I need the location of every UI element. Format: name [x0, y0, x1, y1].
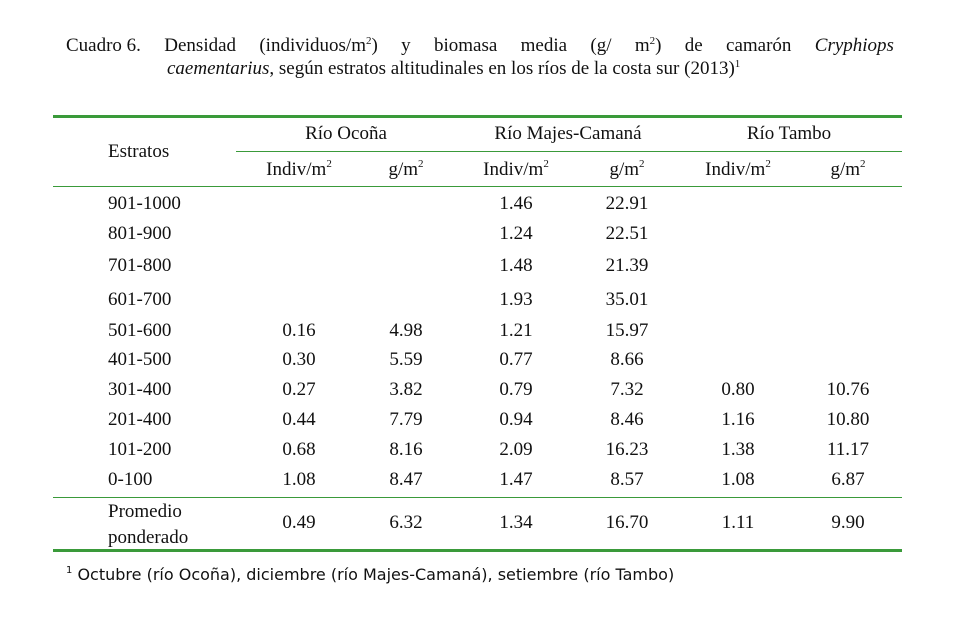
- cell-gm-majes: 15.97: [605, 320, 649, 341]
- footnote-mark: 1: [66, 565, 73, 576]
- cell-indiv-majes: 1.46: [499, 193, 533, 214]
- cell-gm-majes: 8.66: [610, 349, 644, 370]
- cell-indiv-majes: 0.94: [499, 409, 533, 430]
- cell-gm-majes: 21.39: [605, 255, 649, 276]
- summary-gm-majes: 16.70: [605, 512, 649, 533]
- subheader-indiv-ocona: Indiv/$m^2$: [266, 158, 332, 180]
- caption-rest: , según estratos altitudinales en los ríos de la costa sur (2013): [269, 58, 735, 79]
- river-group-rule: [236, 151, 902, 152]
- cell-gm-ocona: 5.59: [389, 349, 423, 370]
- table-caption: [66, 34, 894, 80]
- cell-indiv-majes: 2.09: [499, 439, 533, 460]
- cell-indiv-ocona: 0.44: [282, 409, 316, 430]
- summary-indiv-ocona: 0.49: [282, 512, 316, 533]
- cell-indiv-tambo: 1.08: [721, 469, 755, 490]
- caption-word: $m^2$): [634, 35, 662, 56]
- caption-word: de: [684, 35, 703, 56]
- cell-gm-majes: 35.01: [605, 289, 649, 310]
- table-top-rule: [53, 115, 902, 118]
- cell-indiv-majes: 1.48: [499, 255, 533, 276]
- subheader-gm-tambo: $g/m^2$: [830, 158, 866, 180]
- cell-indiv-ocona: 0.16: [282, 320, 316, 341]
- cell-gm-ocona: 3.82: [389, 379, 423, 400]
- caption-genus: Cryphiops: [814, 35, 894, 56]
- summary-indiv-majes: 1.34: [499, 512, 533, 533]
- table-bottom-rule: [53, 549, 902, 552]
- summary-label-line1: Promedio: [108, 501, 182, 522]
- row-estrato-label: 901-1000: [108, 193, 181, 214]
- summary-label-line2: ponderado: [108, 527, 189, 548]
- cell-indiv-ocona: 0.27: [282, 379, 316, 400]
- cell-indiv-majes: 1.24: [499, 223, 533, 244]
- column-header-estratos: Estratos: [108, 141, 170, 162]
- cell-indiv-ocona: 0.68: [282, 439, 316, 460]
- cell-gm-majes: 22.91: [605, 193, 649, 214]
- summary-top-rule: [53, 497, 902, 498]
- caption-word: biomasa: [433, 35, 498, 56]
- header-bottom-rule: [53, 186, 902, 187]
- row-estrato-label: 301-400: [108, 379, 172, 400]
- subheader-gm-majes: $g/m^2$: [609, 158, 645, 180]
- cell-gm-tambo: 10.80: [826, 409, 870, 430]
- row-estrato-label: 601-700: [108, 289, 172, 310]
- cell-indiv-majes: 1.47: [499, 469, 533, 490]
- caption-line-2: [66, 57, 894, 80]
- caption-line-1: [66, 34, 894, 57]
- cell-gm-tambo: 10.76: [826, 379, 870, 400]
- footnote-text: Octubre (río Ocoña), diciembre (río Majes-Camaná), setiembre (río Tambo): [72, 565, 675, 584]
- cell-gm-ocona: 8.47: [389, 469, 423, 490]
- cell-indiv-ocona: 1.08: [282, 469, 316, 490]
- summary-indiv-tambo: 1.11: [721, 512, 755, 533]
- footnote: [66, 565, 674, 585]
- row-estrato-label: 501-600: [108, 320, 172, 341]
- river-header-majes-camana: Río Majes-Camaná: [494, 123, 642, 144]
- caption-species: caementarius: [167, 58, 270, 79]
- cell-gm-majes: 7.32: [610, 379, 644, 400]
- caption-word: (g/: [590, 35, 612, 56]
- cell-indiv-ocona: 0.30: [282, 349, 316, 370]
- cell-gm-tambo: 11.17: [826, 439, 870, 460]
- caption-word: y: [401, 35, 411, 56]
- cell-gm-majes: 8.57: [610, 469, 644, 490]
- cell-indiv-majes: 0.77: [499, 349, 533, 370]
- cell-indiv-majes: 1.93: [499, 289, 533, 310]
- caption-word: $(individuos/m^2)$: [259, 35, 378, 56]
- cell-gm-majes: 22.51: [605, 223, 649, 244]
- river-header-ocona: Río Ocoña: [305, 123, 387, 144]
- cell-gm-ocona: 8.16: [389, 439, 423, 460]
- cell-gm-tambo: 6.87: [831, 469, 865, 490]
- cell-indiv-tambo: 1.38: [721, 439, 755, 460]
- row-estrato-label: 801-900: [108, 223, 172, 244]
- cell-gm-majes: 8.46: [610, 409, 644, 430]
- subheader-gm-ocona: $g/m^2$: [388, 158, 424, 180]
- caption-word: media: [520, 35, 568, 56]
- cell-indiv-tambo: 0.80: [721, 379, 755, 400]
- summary-gm-tambo: 9.90: [831, 512, 865, 533]
- summary-gm-ocona: 6.32: [389, 512, 423, 533]
- caption-word: camarón: [726, 35, 792, 56]
- caption-word: Densidad: [164, 35, 237, 56]
- row-estrato-label: 401-500: [108, 349, 172, 370]
- cell-indiv-tambo: 1.16: [721, 409, 755, 430]
- river-header-tambo: Río Tambo: [746, 123, 832, 144]
- cell-gm-ocona: 4.98: [389, 320, 423, 341]
- row-estrato-label: 701-800: [108, 255, 172, 276]
- row-estrato-label: 101-200: [108, 439, 172, 460]
- cell-gm-ocona: 7.79: [389, 409, 423, 430]
- cell-indiv-majes: 0.79: [499, 379, 533, 400]
- cell-gm-majes: 16.23: [605, 439, 649, 460]
- subheader-indiv-tambo: Indiv/$m^2$: [705, 158, 771, 180]
- cell-indiv-majes: 1.21: [499, 320, 533, 341]
- caption-label: Cuadro 6.: [66, 35, 141, 56]
- caption-footnote-mark: 1: [734, 58, 741, 70]
- row-estrato-label: 201-400: [108, 409, 172, 430]
- subheader-indiv-majes: Indiv/$m^2$: [483, 158, 549, 180]
- row-estrato-label: 0-100: [108, 469, 153, 490]
